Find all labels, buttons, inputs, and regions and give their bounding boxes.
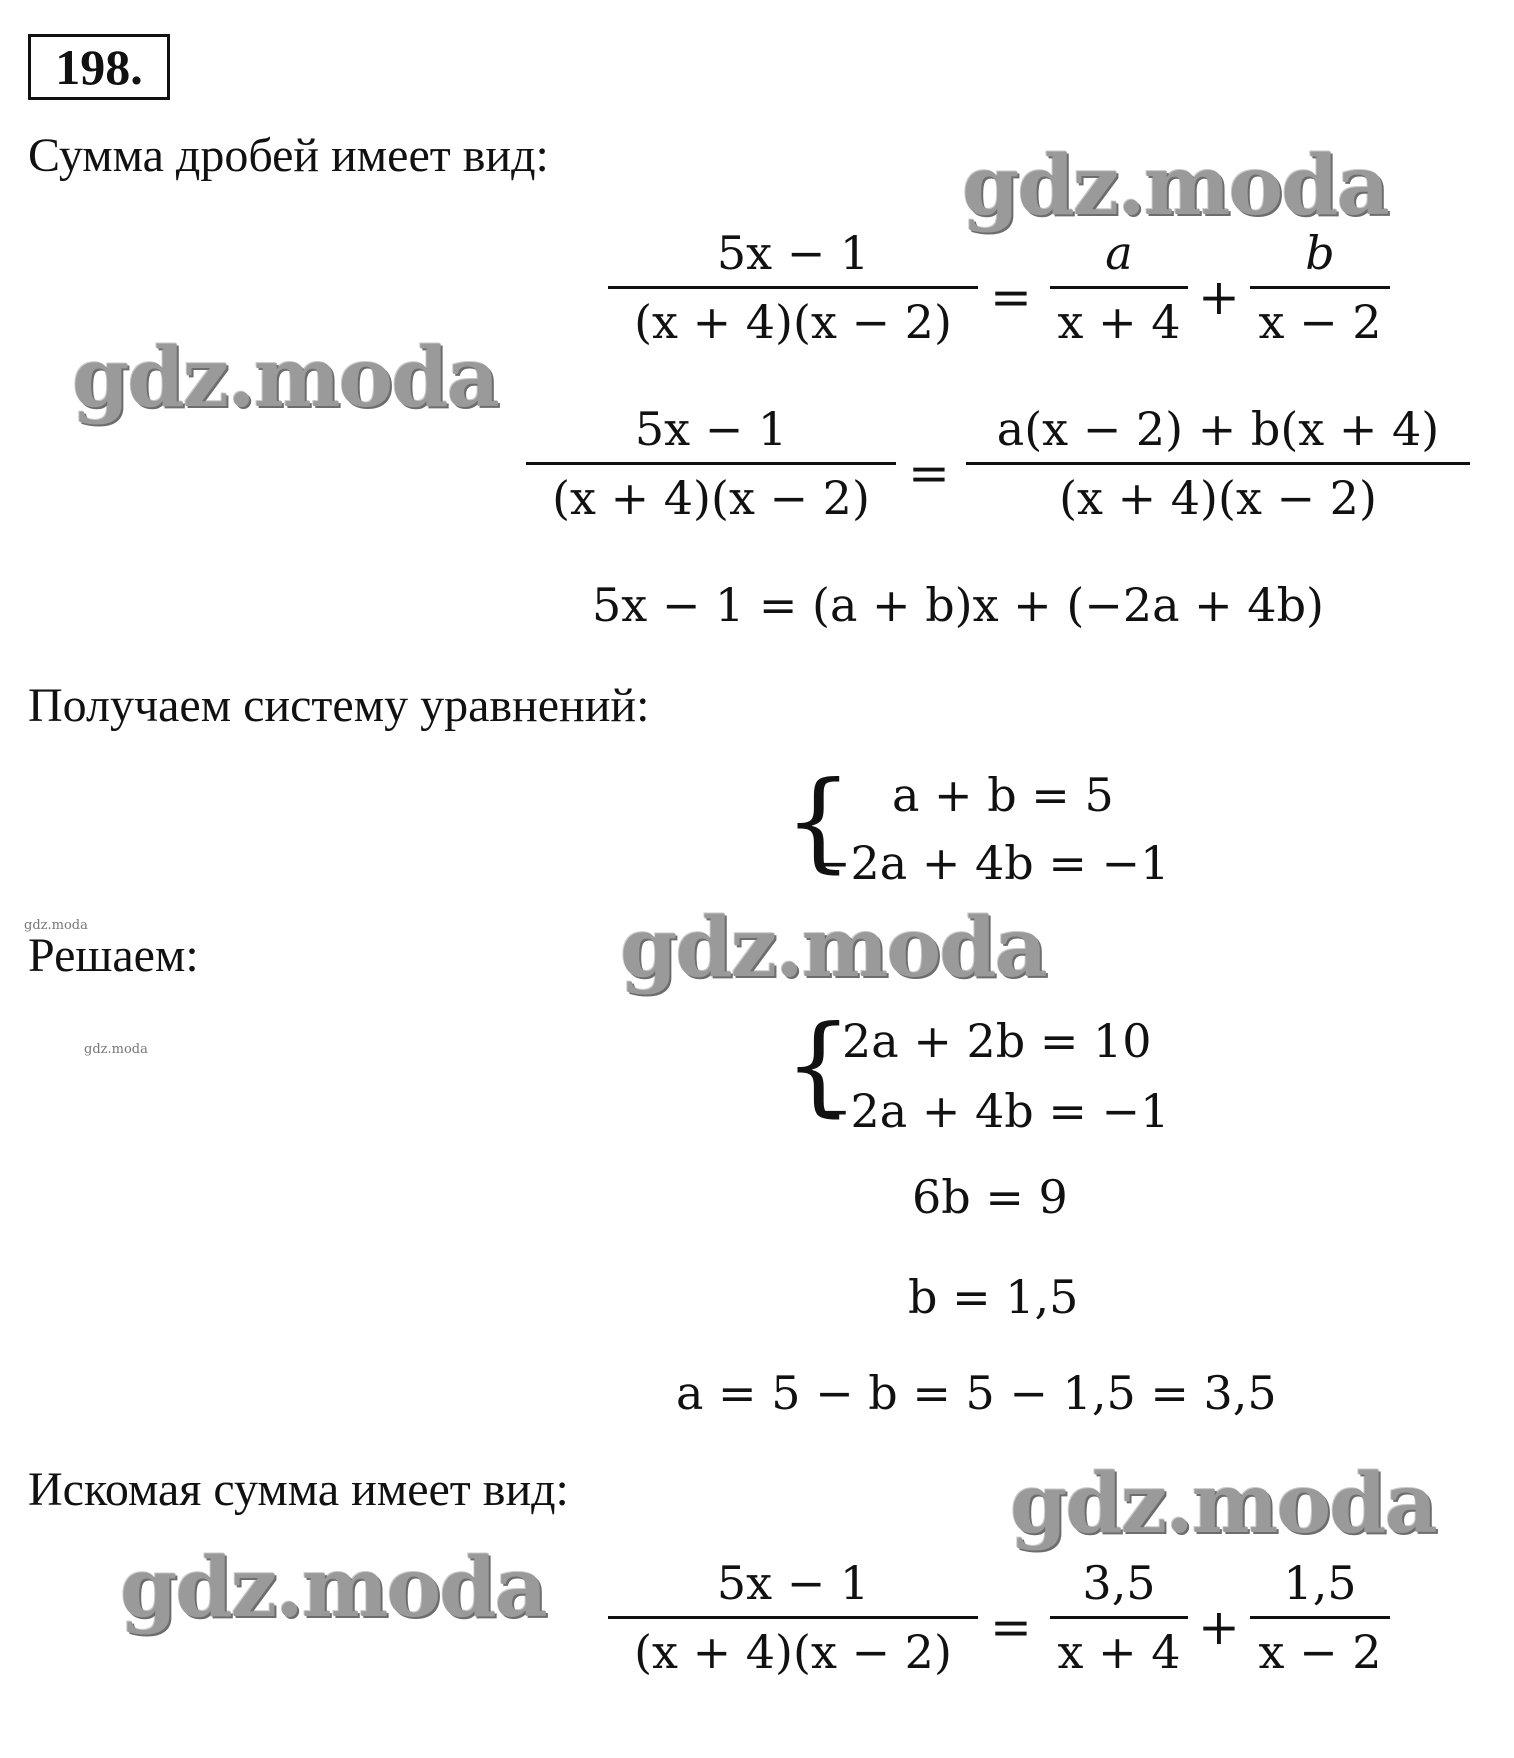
- fraction-bar: [966, 462, 1470, 465]
- heading-fraction-sum: Сумма дробей имеет вид:: [28, 129, 549, 182]
- fraction-bar: [1050, 286, 1188, 289]
- eq1-r1-numerator: a: [1105, 226, 1133, 280]
- eq1-lhs-denominator: (x + 4)(x − 2): [634, 295, 952, 349]
- fraction-bar: [526, 462, 896, 465]
- problem-number: 198.: [28, 34, 170, 100]
- fraction-bar: [1250, 286, 1390, 289]
- system1-line1: a + b = 5: [892, 768, 1114, 822]
- equation-3: 5x − 1 = (a + b)x + (−2a + 4b): [592, 578, 1324, 632]
- final-r2-denominator: x − 2: [1258, 1625, 1382, 1679]
- eq1-lhs-fraction: [608, 226, 978, 349]
- final-r2-fraction: [1250, 1556, 1390, 1679]
- heading-result: Искомая сумма имеет вид:: [28, 1463, 569, 1516]
- eq1-plus-sign: +: [1198, 268, 1240, 326]
- eq2-rhs-fraction: [966, 402, 1470, 525]
- watermark-logo: gdz.moda: [120, 1540, 546, 1636]
- final-r1-numerator: 3,5: [1082, 1556, 1156, 1610]
- eq2-rhs-denominator: (x + 4)(x − 2): [1059, 471, 1377, 525]
- eq1-lhs-numerator: 5x − 1: [716, 226, 870, 280]
- system2-line1: 2a + 2b = 10: [842, 1014, 1152, 1068]
- watermark-small: gdz.moda: [84, 1042, 148, 1057]
- eq1-r1-fraction: [1050, 226, 1188, 349]
- fraction-bar: [1050, 1616, 1188, 1619]
- final-r1-fraction: [1050, 1556, 1188, 1679]
- heading-solve: Решаем:: [28, 929, 199, 982]
- watermark-logo: gdz.moda: [962, 138, 1388, 234]
- eq1-r2-fraction: [1250, 226, 1390, 349]
- watermark-small: gdz.moda: [24, 918, 88, 933]
- watermark-logo: gdz.moda: [1010, 1456, 1436, 1552]
- eq2-equals-sign: =: [908, 444, 950, 502]
- system2-line2: −2a + 4b = −1: [812, 1084, 1170, 1138]
- step-a: a = 5 − b = 5 − 1,5 = 3,5: [676, 1366, 1277, 1420]
- final-r2-numerator: 1,5: [1283, 1556, 1357, 1610]
- watermark-logo: gdz.moda: [72, 330, 498, 426]
- eq2-lhs-numerator: 5x − 1: [634, 402, 788, 456]
- step-6b: 6b = 9: [912, 1170, 1068, 1224]
- eq1-r2-denominator: x − 2: [1258, 295, 1382, 349]
- eq2-rhs-numerator: a(x − 2) + b(x + 4): [996, 402, 1440, 456]
- final-lhs-denominator: (x + 4)(x − 2): [634, 1625, 952, 1679]
- eq1-r2-numerator: b: [1305, 226, 1335, 280]
- brace-icon: {: [784, 1003, 853, 1128]
- system1-line2: −2a + 4b = −1: [812, 836, 1170, 890]
- final-equals-sign: =: [990, 1598, 1032, 1656]
- fraction-bar: [608, 1616, 978, 1619]
- eq2-lhs-denominator: (x + 4)(x − 2): [552, 471, 870, 525]
- final-lhs-fraction: [608, 1556, 978, 1679]
- brace-icon: {: [784, 759, 853, 884]
- final-plus-sign: +: [1198, 1598, 1240, 1656]
- heading-system: Получаем систему уравнений:: [28, 679, 650, 732]
- final-lhs-numerator: 5x − 1: [716, 1556, 870, 1610]
- eq2-lhs-fraction: [526, 402, 896, 525]
- final-r1-denominator: x + 4: [1057, 1625, 1181, 1679]
- step-b: b = 1,5: [908, 1270, 1079, 1324]
- fraction-bar: [1250, 1616, 1390, 1619]
- eq1-r1-denominator: x + 4: [1057, 295, 1181, 349]
- eq1-equals-sign: =: [990, 268, 1032, 326]
- fraction-bar: [608, 286, 978, 289]
- watermark-logo: gdz.moda: [620, 900, 1046, 996]
